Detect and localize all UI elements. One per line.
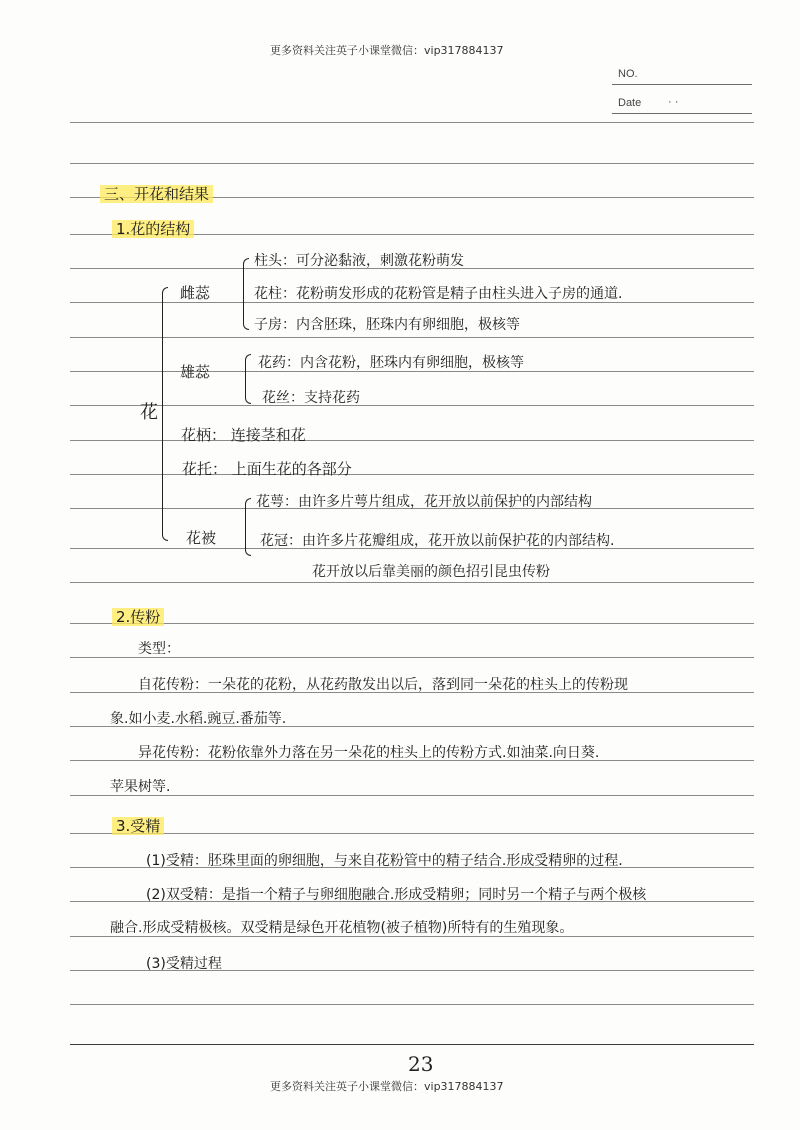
perianth-item-corolla-cont: 花开放以后靠美丽的颜色招引昆虫传粉 [312, 564, 550, 580]
ruled-line [70, 795, 754, 796]
cross-pollination-line1: 异花传粉：花粉依靠外力落在另一朵花的柱头上的传粉方式.如油菜.向日葵. [138, 745, 600, 761]
footer-watermark: 更多资料关注英子小课堂微信：vip317884137 [270, 1080, 504, 1093]
fertilization-item-2-line2: 融合.形成受精极核。双受精是绿色开花植物(被子植物)所特有的生殖现象。 [110, 920, 574, 936]
stamen-item-filament: 花丝：支持花药 [262, 390, 360, 406]
fertilization-item-1: (1)受精：胚珠里面的卵细胞，与来自花粉管中的精子结合.形成受精卵的过程. [146, 853, 623, 869]
stamen-label: 雄蕊 [180, 363, 211, 381]
perianth-brace [245, 498, 251, 556]
header-watermark: 更多资料关注英子小课堂微信：vip317884137 [270, 44, 504, 57]
ruled-line [70, 623, 754, 624]
pollination-heading: 2.传粉 [112, 606, 164, 627]
perianth-item-corolla: 花冠：由许多片花瓣组成，花开放以前保护花的内部结构. [260, 533, 615, 549]
ruled-line [70, 337, 754, 338]
fertilization-item-2-line1: (2)双受精：是指一个精子与卵细胞融合.形成受精卵；同时另一个精子与两个极核 [146, 887, 647, 903]
self-pollination-line1: 自花传粉：一朵花的花粉，从花药散发出以后，落到同一朵花的柱头上的传粉现 [138, 677, 628, 693]
ruled-line [70, 405, 754, 406]
ruled-line [70, 440, 754, 441]
self-pollination-line2: 象.如小麦.水稻.豌豆.番茄等. [110, 711, 287, 727]
perianth-item-calyx: 花萼：由许多片萼片组成，花开放以前保护的内部结构 [256, 494, 592, 510]
receptacle-text: 花托： 上面生花的各部分 [182, 460, 352, 478]
root-brace [162, 287, 168, 541]
root-flower-label: 花 [140, 402, 158, 423]
pollination-type-label: 类型： [138, 641, 180, 657]
structure-heading: 1.花的结构 [112, 218, 194, 239]
date-dots: · · [668, 96, 679, 108]
ruled-line [70, 122, 754, 123]
ruled-line [70, 1004, 754, 1005]
section-title: 三、开花和结果 [100, 183, 213, 204]
ruled-line [70, 474, 754, 475]
page-number: 23 [408, 1052, 434, 1076]
fertilization-heading: 3.受精 [112, 815, 164, 836]
no-label: NO. [618, 68, 638, 80]
pistil-label: 雌蕊 [180, 284, 211, 302]
ruled-line [70, 833, 754, 834]
fertilization-item-3: (3)受精过程 [146, 956, 222, 972]
stamen-item-anther: 花药：内含花粉，胚珠内有卵细胞，极核等 [258, 355, 524, 371]
ruled-line [70, 1044, 754, 1045]
pedicel-text: 花柄： 连接茎和花 [181, 426, 306, 444]
pistil-item-ovary: 子房：内含胚珠，胚珠内有卵细胞，极核等 [254, 317, 520, 333]
perianth-label: 花被 [186, 529, 217, 547]
pistil-item-style: 花柱：花粉萌发形成的花粉管是精子由柱头进入子房的通道. [254, 286, 623, 302]
no-line [612, 84, 752, 85]
date-line [612, 113, 752, 114]
cross-pollination-line2: 苹果树等. [110, 779, 171, 795]
stamen-brace [245, 354, 251, 404]
pistil-item-stigma: 柱头：可分泌黏液，刺激花粉萌发 [254, 253, 464, 269]
ruled-line [70, 163, 754, 164]
pistil-brace [243, 258, 249, 330]
ruled-line [70, 582, 754, 583]
date-label: Date [618, 97, 642, 109]
